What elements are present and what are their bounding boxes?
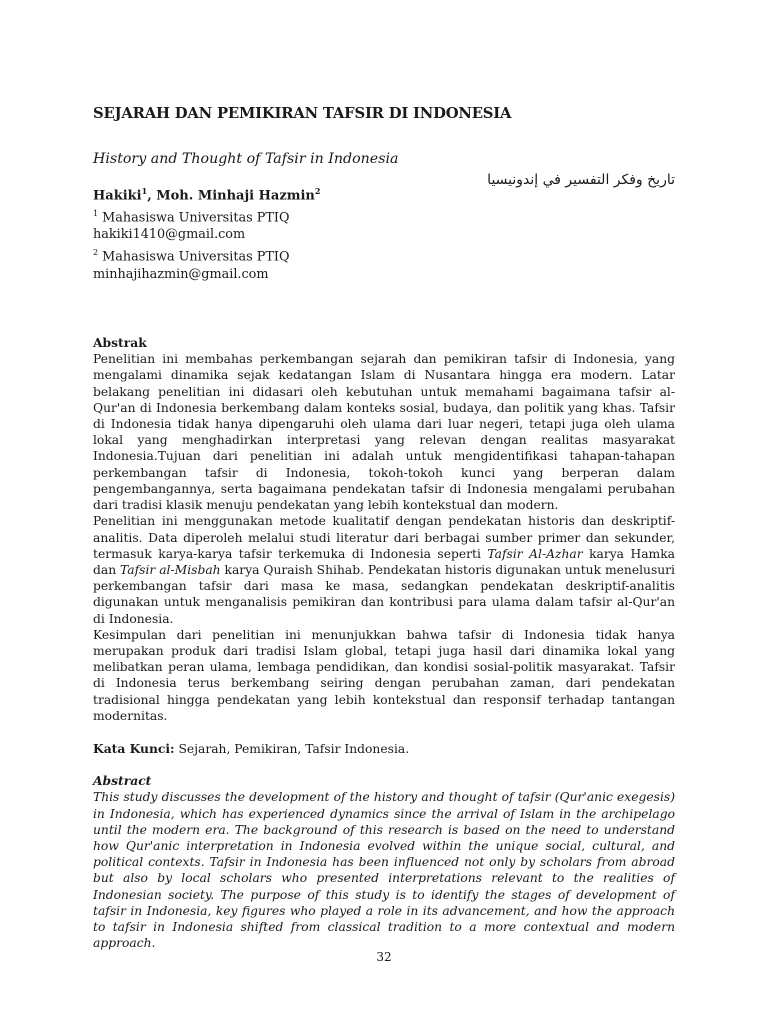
author-1-sup: 1: [141, 186, 148, 196]
abstract-heading: Abstract: [93, 773, 152, 789]
email-2: minhajihazmin@gmail.com: [93, 266, 269, 282]
abstrak-paragraph-2: [93, 513, 675, 626]
abstrak-paragraph-1: Penelitian ini membahas perkembangan sejarah dan pemikiran tafsir di Indonesia, yang mengalami dinamika sejak kedatangan Islam di Nusantara hingga era modern. Latar belakang penelitian ini didasari oleh kebutuhan untuk memahami bagaimana tafsir al-Qur'an di Indonesia berkembang dalam konteks sosial, budaya, dan politik yang khas. Tafsir di Indonesia tidak hanya dipengaruhi oleh ulama dari luar negeri, tetapi juga oleh ulama lokal yang menghadirkan interpretasi yang relevan dengan realitas masyarakat Indonesia.Tujuan dari penelitian ini adalah untuk mengidentifikasi tahapan-tahapan perkembangan tafsir di Indonesia, tokoh-tokoh kunci yang berperan dalam pengembangannya, serta bagaimana pendekatan tafsir di Indonesia mengalami perubahan dari tradisi klasik menuju pendekatan yang lebih kontekstual dan modern.: [93, 352, 675, 513]
affiliation-2-text: Mahasiswa Universitas PTIQ: [98, 249, 290, 265]
abstrak-heading: Abstrak: [93, 335, 147, 351]
author-separator: ,: [147, 188, 157, 204]
affiliation-1: [93, 205, 675, 227]
tafsir-al-azhar: Tafsir Al-Azhar: [487, 546, 583, 561]
abstrak-paragraph-3: Kesimpulan dari penelitian ini menunjukkan bahwa tafsir di Indonesia tidak hanya merupakan produk dari tradisi Islam global, tetapi juga hasil dari dinamika lokal yang melibatkan peran ulama, lembaga pendidikan, dan kondisi sosial-politik masyarakat. Tafsir di Indonesia terus berkembang seiring dengan perubahan zaman, dari pendekatan tradisional hingga pendekatan yang lebih kontekstual dan responsif terhadap tantangan modernitas.: [93, 627, 675, 723]
keywords: [93, 741, 675, 757]
tafsir-al-misbah: Tafsir al-Misbah: [120, 562, 221, 577]
paper-subtitle: History and Thought of Tafsir in Indonesia: [93, 151, 399, 167]
author-1: Hakiki: [93, 188, 142, 204]
abstrak-p2-part-c: karya Quraish Shihab. Pendekatan historis digunakan untuk menelusuri perkembangan tafsir dari masa ke masa, sedangkan pendekatan deskriptif-analitis digunakan untuk menganalisis pemikiran dan kontribusi para ulama dalam tafsir al-Qur'an di Indonesia.: [93, 562, 675, 626]
abstrak-p2-part-a: Penelitian ini menggunakan metode kualitatif dengan pendekatan historis dan deskriptif-analitis. Data diperoleh melalui studi literatur dari berbagai sumber primer dan sekunder, termasuk karya-karya tafsir terkemuka di Indonesia seperti: [93, 514, 675, 561]
keywords-label: Kata Kunci:: [93, 740, 175, 756]
affiliation-2-sup: 2: [93, 247, 99, 257]
paper-title: SEJARAH DAN PEMIKIRAN TAFSIR DI INDONESIA: [93, 105, 512, 122]
author-2-sup: 2: [314, 186, 321, 196]
author-2: Moh. Minhaji Hazmin: [156, 188, 315, 204]
email-1: hakiki1410@gmail.com: [93, 227, 246, 243]
affiliation-1-sup: 1: [93, 208, 99, 218]
abstract-paragraph-1: This study discusses the development of the history and thought of tafsir (Qur'anic exegesis) in Indonesia, which has experienced dynamics since the arrival of Islam in the archipelago until the modern era. The background of this research is based on the need to understand how Qur'anic interpretation in Indonesia evolved within the unique social, cultural, and political contexts. Tafsir in Indonesia has been influenced not only by scholars from abroad but also by local scholars who presented interpretations relevant to the realities of Indonesian society. The purpose of this study is to identify the stages of development of tafsir in Indonesia, key figures who played a role in its advancement, and how the approach to tafsir in Indonesia shifted from classical tradition to a more contextual and modern approach.: [93, 790, 675, 951]
affiliation-2: [93, 244, 675, 266]
arabic-title: تاريخ وفكر التفسير في إندونيسيا: [487, 172, 675, 188]
paper-content: [93, 104, 675, 951]
abstrak-p2-part-b: karya Hamka dan: [93, 546, 675, 577]
page-number: 32: [376, 950, 392, 964]
keywords-value: Sejarah, Pemikiran, Tafsir Indonesia.: [174, 741, 410, 756]
affiliation-1-text: Mahasiswa Universitas PTIQ: [98, 209, 290, 225]
